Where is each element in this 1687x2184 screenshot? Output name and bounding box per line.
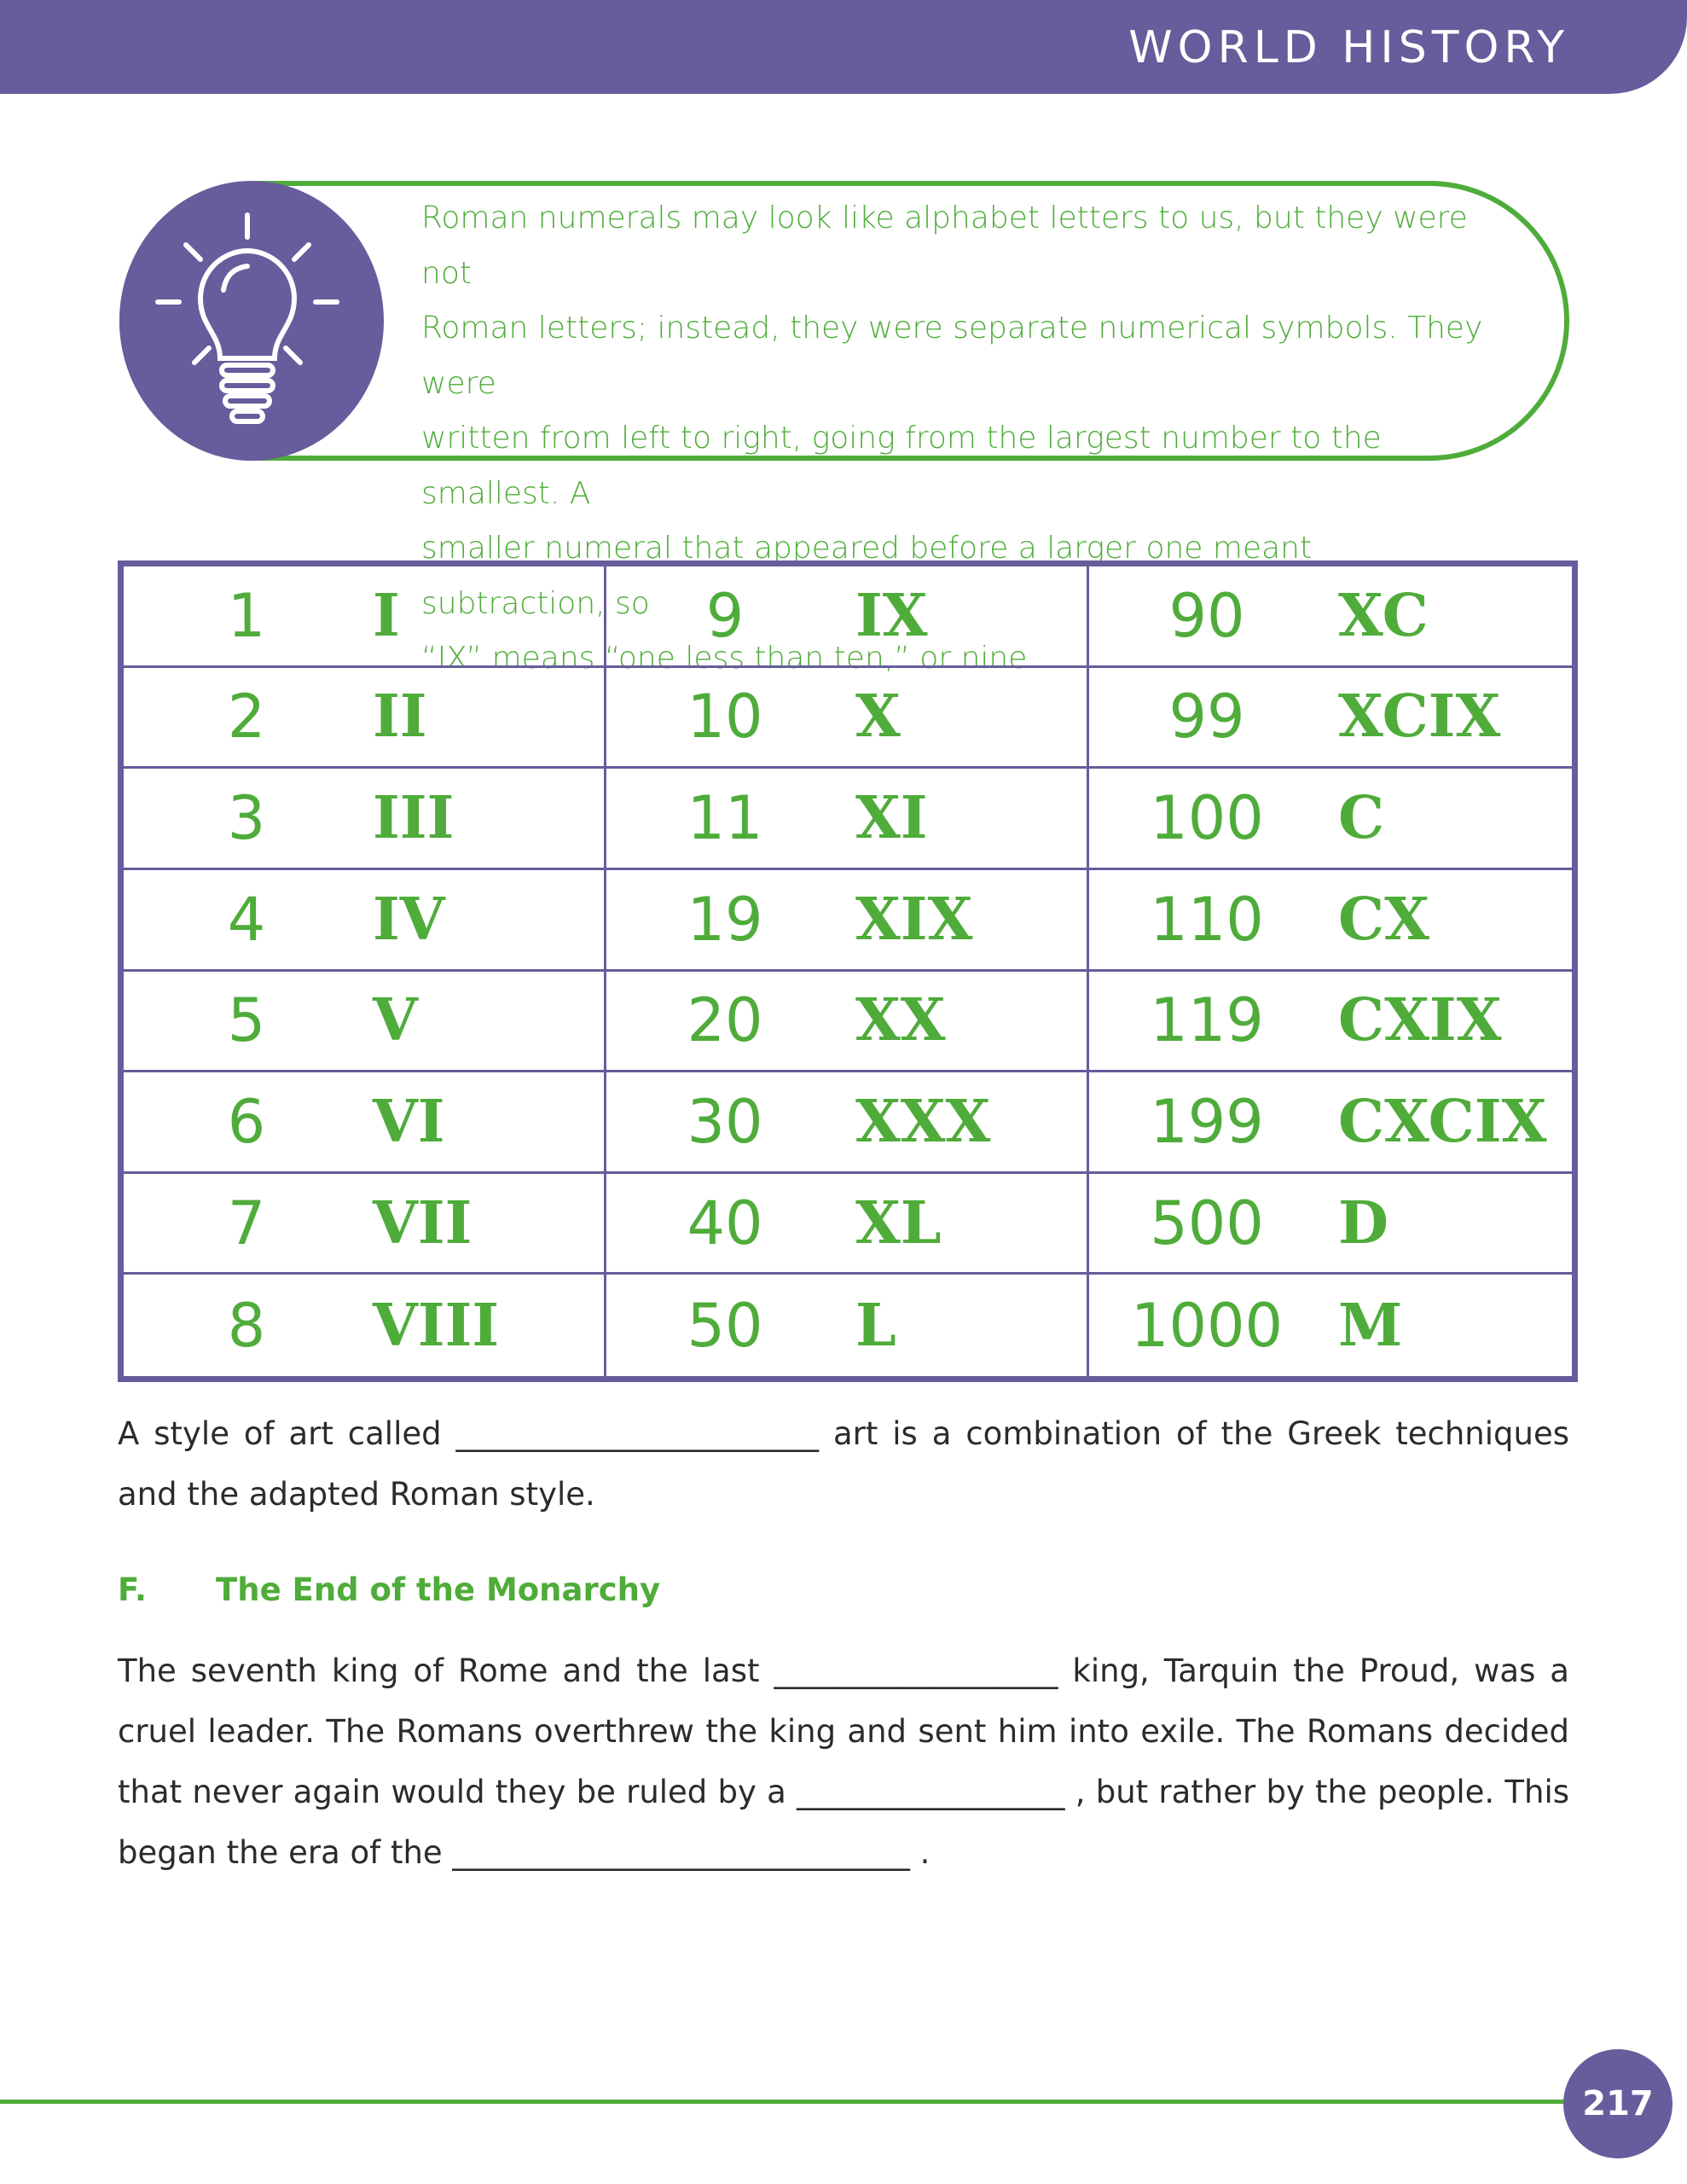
roman-numeral: CXIX — [1338, 986, 1502, 1055]
monarchy-blank-2: _________________ — [797, 1774, 1065, 1810]
table-cell — [606, 1072, 1089, 1174]
roman-numeral: X — [855, 682, 901, 752]
roman-numeral: M — [1338, 1291, 1403, 1360]
roman-numeral: XCIX — [1338, 682, 1501, 752]
roman-numeral: II — [373, 682, 427, 752]
roman-numeral: VII — [373, 1188, 472, 1258]
table-cell — [1089, 769, 1572, 870]
roman-numeral-table — [118, 561, 1578, 1382]
arabic-number: 20 — [687, 985, 763, 1056]
arabic-number: 50 — [687, 1290, 763, 1361]
header-band — [0, 0, 1687, 94]
table-cell — [124, 566, 606, 668]
table-cell — [124, 1275, 606, 1376]
arabic-number: 30 — [687, 1086, 763, 1157]
roman-numeral: XX — [855, 986, 946, 1055]
roman-numeral: IV — [373, 885, 445, 954]
table-cell — [1089, 668, 1572, 770]
roman-numeral: IX — [855, 581, 928, 650]
arabic-number: 2 — [227, 682, 266, 752]
arabic-number: 119 — [1150, 985, 1264, 1056]
arabic-number: 500 — [1150, 1188, 1264, 1258]
roman-numeral: XIX — [855, 885, 973, 954]
tip-line: smaller numeral that appeared before a larger one meant subtraction, so — [421, 531, 1313, 621]
arabic-number: 6 — [227, 1086, 266, 1157]
table-cell — [124, 1174, 606, 1275]
monarchy-paragraph — [118, 1641, 1569, 1883]
monarchy-blank-3: _____________________________ — [452, 1834, 910, 1871]
table-cell — [1089, 870, 1572, 972]
arabic-number: 8 — [227, 1290, 266, 1361]
table-cell — [606, 870, 1089, 972]
arabic-number: 19 — [687, 884, 763, 955]
roman-numeral: I — [373, 581, 400, 650]
arabic-number: 1000 — [1130, 1290, 1284, 1361]
roman-numeral: III — [373, 784, 455, 853]
table-cell — [1089, 566, 1572, 668]
arabic-number: 9 — [705, 580, 745, 651]
table-cell — [124, 870, 606, 972]
roman-numeral: VI — [373, 1087, 445, 1156]
arabic-number: 90 — [1168, 580, 1245, 651]
tip-icon-circle — [119, 181, 384, 461]
table-cell — [606, 1174, 1089, 1275]
roman-numeral: XC — [1338, 581, 1429, 650]
roman-numeral: XL — [855, 1188, 942, 1258]
section-title: The End of the Monarchy — [216, 1571, 661, 1608]
table-cell — [124, 1072, 606, 1174]
arabic-number: 1 — [227, 580, 266, 651]
monarchy-text-1: The seventh king of Rome and the last — [118, 1653, 774, 1689]
section-letter: F. — [118, 1571, 147, 1608]
tip-line: Roman numerals may look like alphabet letters to us, but they were not — [421, 200, 1468, 291]
table-cell — [124, 668, 606, 770]
monarchy-blank-1: __________________ — [774, 1653, 1058, 1689]
monarchy-text-3: , but rather by the people. This began the era of the — [118, 1774, 1569, 1871]
art-paragraph — [118, 1403, 1569, 1525]
roman-numeral: L — [855, 1291, 896, 1360]
table-cell — [124, 769, 606, 870]
arabic-number: 3 — [227, 783, 266, 854]
monarchy-text-2: king, Tarquin the Proud, was a cruel leader. The Romans overthrew the king and sent him into exile. The Romans decided that never again would they be ruled by a — [118, 1653, 1569, 1810]
lightbulb-icon — [119, 181, 384, 461]
roman-numeral: D — [1338, 1188, 1388, 1258]
arabic-number: 100 — [1150, 783, 1264, 854]
arabic-number: 99 — [1168, 682, 1245, 752]
table-cell — [606, 668, 1089, 770]
art-text-1: A style of art called — [118, 1415, 456, 1452]
table-cell — [1089, 1275, 1572, 1376]
roman-numeral: CX — [1338, 885, 1429, 954]
monarchy-text-4: . — [909, 1834, 930, 1871]
table-cell — [606, 769, 1089, 870]
roman-numeral: V — [373, 986, 418, 1055]
arabic-number: 10 — [687, 682, 763, 752]
table-cell — [1089, 1174, 1572, 1275]
header-title: WORLD HISTORY — [1128, 22, 1569, 73]
roman-numeral: XXX — [855, 1087, 991, 1156]
arabic-number: 11 — [687, 783, 763, 854]
arabic-number: 4 — [227, 884, 266, 955]
table-cell — [606, 566, 1089, 668]
footer-line — [0, 2100, 1603, 2104]
arabic-number: 110 — [1150, 884, 1264, 955]
page-number: 217 — [1582, 2084, 1654, 2123]
table-cell — [606, 972, 1089, 1073]
roman-numeral: CXCIX — [1338, 1087, 1547, 1156]
art-text-2: art is a combination of the Greek techniques and the adapted Roman style. — [118, 1415, 1569, 1513]
tip-line: Roman letters; instead, they were separate numerical symbols. They were — [421, 311, 1483, 401]
arabic-number: 7 — [227, 1188, 266, 1258]
roman-numeral: C — [1338, 784, 1385, 853]
tip-line: “IX” means “one less than ten,” or nine. — [421, 641, 1037, 676]
page-number-badge — [1563, 2049, 1673, 2158]
table-cell — [606, 1275, 1089, 1376]
arabic-number: 5 — [227, 985, 266, 1056]
roman-numeral: VIII — [373, 1291, 500, 1360]
section-heading — [118, 1571, 660, 1608]
table-cell — [124, 972, 606, 1073]
arabic-number: 199 — [1150, 1086, 1264, 1157]
table-cell — [1089, 972, 1572, 1073]
arabic-number: 40 — [687, 1188, 763, 1258]
art-blank: _______________________ — [455, 1415, 820, 1452]
tip-line: written from left to right, going from the largest number to the smallest. A — [421, 421, 1382, 511]
roman-numeral: XI — [855, 784, 928, 853]
table-cell — [1089, 1072, 1572, 1174]
